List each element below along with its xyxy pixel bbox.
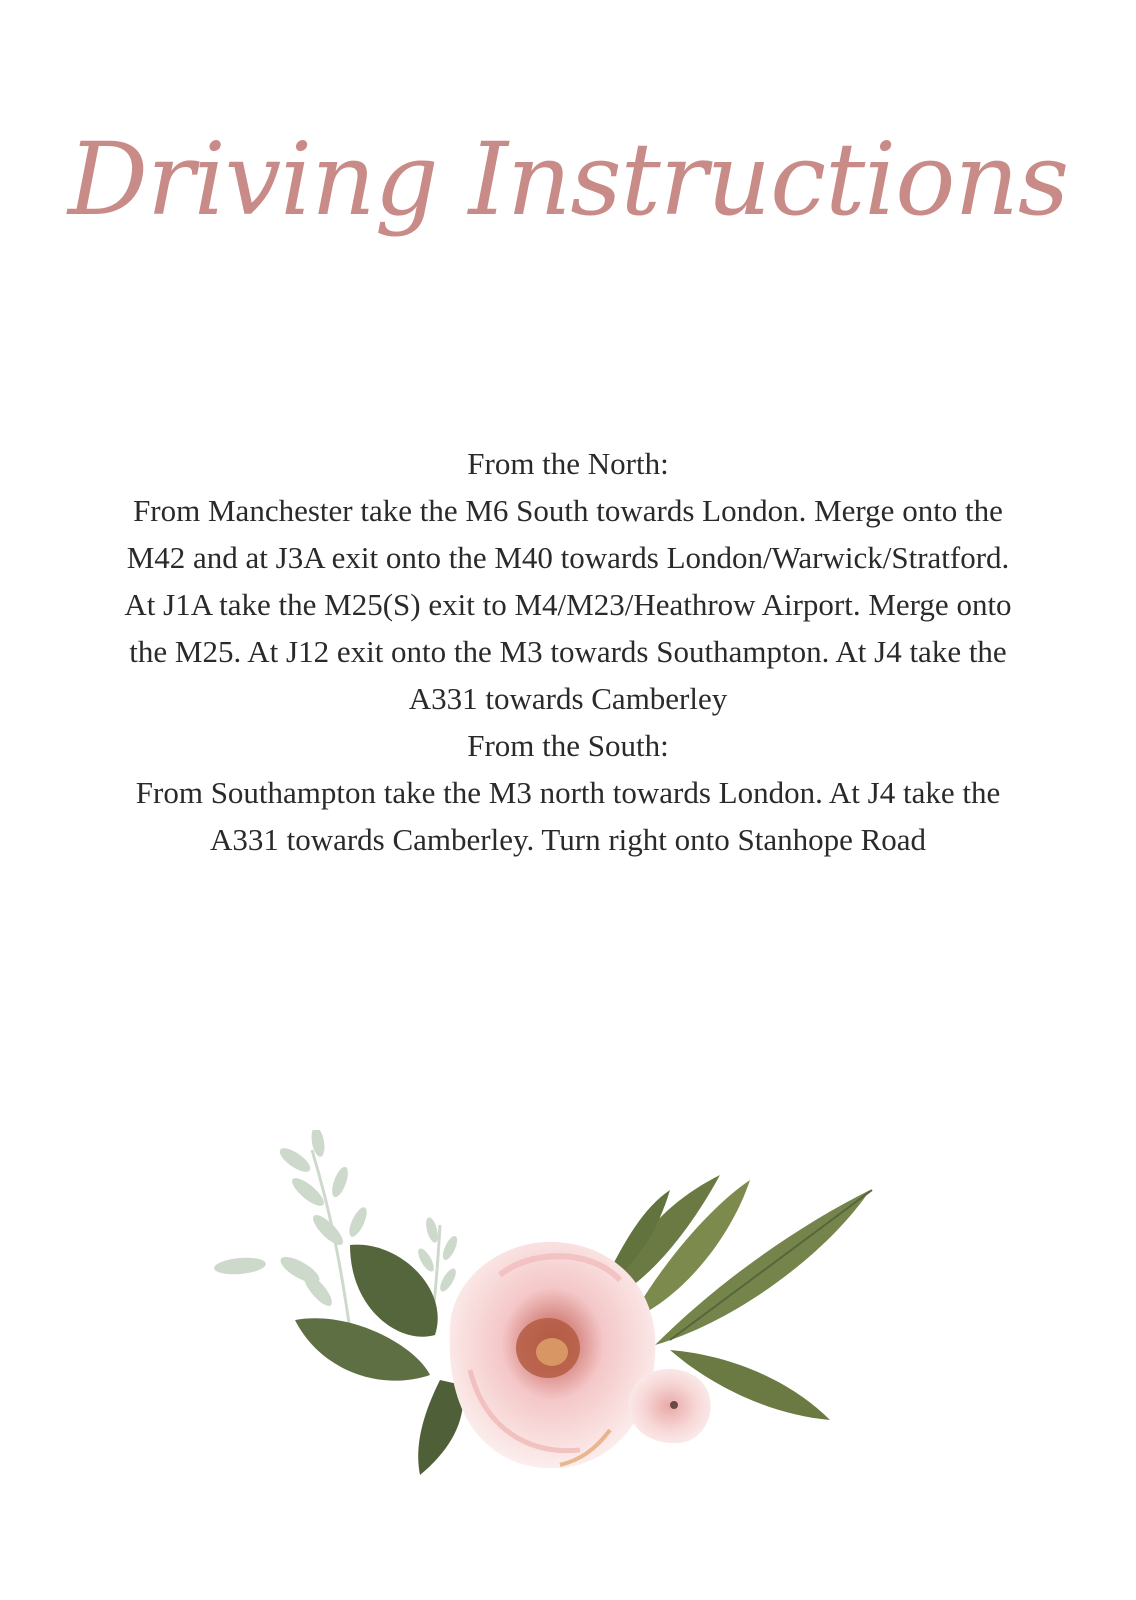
- south-directions: From Southampton take the M3 north towards London. At J4 take the A331 towards Camberley. Turn right onto Stanhope Road: [135, 775, 1001, 857]
- north-directions: From Manchester take the M6 South towards London. Merge onto the M42 and at J3A exit onto the M40 towards London/Warwick/Stratford. At J1A take the M25(S) exit to M4/M23/Heathrow Airport. Merge onto the M25. At J12 exit onto the M3 towards Southampton. At J4 take the A331 towards Camberley: [124, 493, 1012, 716]
- directions-body: [110, 440, 1026, 863]
- page-title: Driving Instructions: [67, 121, 1069, 238]
- rose-icon: [450, 1242, 656, 1468]
- leaf-icon: [295, 1245, 463, 1475]
- south-heading: From the South:: [467, 728, 669, 763]
- floral-decoration: [200, 1130, 920, 1520]
- blossom-icon: [629, 1369, 711, 1443]
- north-heading: From the North:: [467, 446, 669, 481]
